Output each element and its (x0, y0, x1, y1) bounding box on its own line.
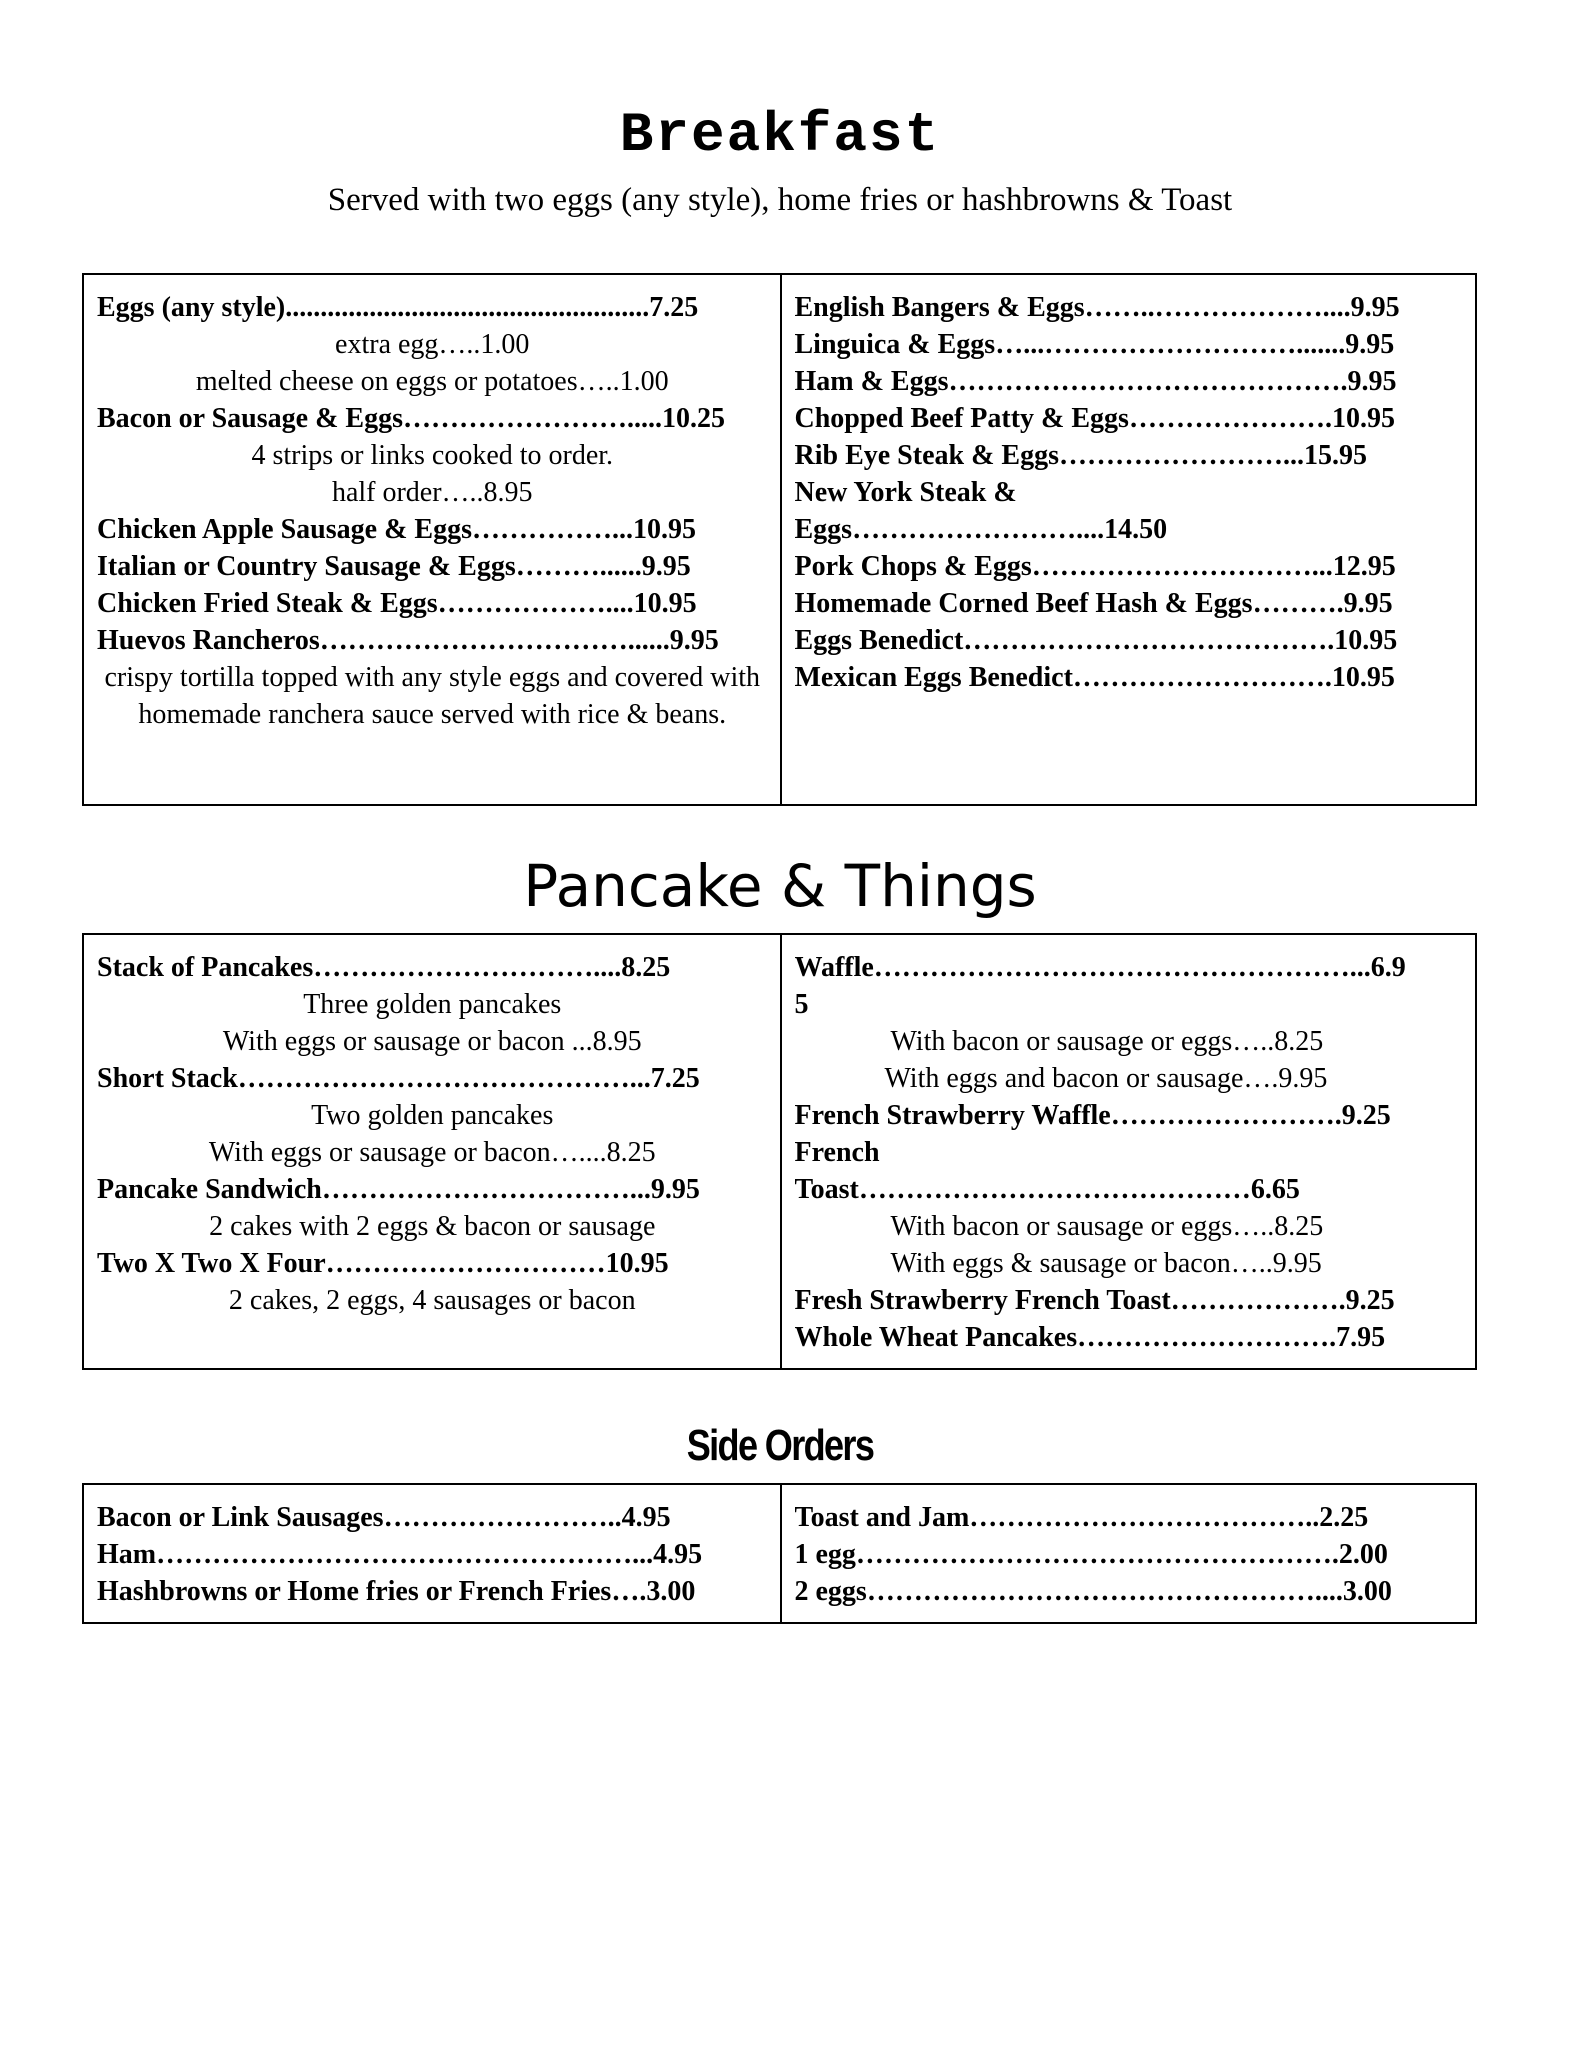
pancake-menu-box (82, 933, 1477, 1370)
menu-item: Huevos Rancheros……………………………......9.95 (97, 625, 719, 656)
menu-item: Short Stack……………………………………...7.25 (97, 1063, 700, 1094)
menu-item-note: half order…..8.95 (331, 477, 533, 508)
menu-item: Whole Wheat Pancakes……………………….7.95 (794, 1322, 1386, 1353)
menu-item: French (794, 1137, 880, 1168)
menu-item: Linguica & Eggs…...……………………….......9.95 (794, 329, 1395, 360)
menu-item-note: extra egg…..1.00 (335, 329, 530, 360)
menu-item: Bacon or Sausage & Eggs…………………….....10.25 (97, 403, 725, 434)
pancake-left-column (84, 935, 780, 1368)
menu-item: Eggs Benedict………………………………….10.95 (794, 625, 1398, 656)
menu-item: Chopped Beef Patty & Eggs………………….10.95 (794, 403, 1395, 434)
menu-item: Two X Two X Four…………………………10.95 (97, 1248, 669, 1279)
menu-item-note: With eggs or sausage or bacon ...8.95 (222, 1026, 642, 1057)
menu-item: Italian or Country Sausage & Eggs………......9.95 (97, 551, 691, 582)
menu-item: Bacon or Link Sausages……………………..4.95 (97, 1502, 671, 1533)
menu-item-note: melted cheese on eggs or potatoes…..1.00 (195, 366, 669, 397)
menu-item-note: Two golden pancakes (311, 1100, 554, 1131)
menu-item-option: With eggs & sausage or bacon…..9.95 (890, 1248, 1322, 1279)
menu-item: Ham & Eggs…………………………………….9.95 (794, 366, 1397, 397)
menu-item-note: With eggs or sausage or bacon…....8.25 (208, 1137, 656, 1168)
menu-item: 5 (794, 989, 809, 1020)
menu-item: Fresh Strawberry French Toast……………….9.25 (794, 1285, 1395, 1316)
menu-item-note: Three golden pancakes (303, 989, 562, 1020)
menu-item: Eggs……………………....14.50 (794, 514, 1168, 545)
menu-item: French Strawberry Waffle…………………….9.25 (794, 1100, 1391, 1131)
menu-item-note: 2 cakes with 2 eggs & bacon or sausage (209, 1211, 656, 1242)
menu-item-description: crispy tortilla topped with any style eggs and covered with homemade ranchera sauce served with rice & beans. (104, 662, 760, 730)
menu-item: Chicken Fried Steak & Eggs………………....10.95 (97, 588, 697, 619)
menu-item: Ham……………………………………………...4.95 (97, 1539, 703, 1570)
menu-item: Toast and Jam………………………………..2.25 (794, 1502, 1369, 1533)
breakfast-menu-box (82, 273, 1477, 806)
menu-item: Stack of Pancakes…………………………....8.25 (97, 952, 671, 983)
menu-item-option: With eggs and bacon or sausage….9.95 (884, 1063, 1328, 1094)
menu-item-note: 4 strips or links cooked to order. (251, 440, 614, 471)
menu-item: Toast……………………………………6.65 (794, 1174, 1300, 1205)
breakfast-subtitle: Served with two eggs (any style), home fries or hashbrowns & Toast (327, 182, 1233, 218)
menu-item: Homemade Corned Beef Hash & Eggs……….9.95 (794, 588, 1393, 619)
pancake-title: Pancake & Things (523, 852, 1037, 920)
menu-item: English Bangers & Eggs……..………………....9.95 (794, 292, 1400, 323)
menu-item-option: With bacon or sausage or eggs…..8.25 (890, 1026, 1324, 1057)
side-orders-title: Side Orders (686, 1421, 874, 1470)
breakfast-left-column (84, 275, 780, 804)
side-orders-menu-box (82, 1483, 1477, 1624)
menu-item: Rib Eye Steak & Eggs……………………...15.95 (794, 440, 1367, 471)
menu-item: Waffle……………………………………………...6.9 (794, 952, 1406, 983)
menu-item-note: 2 cakes, 2 eggs, 4 sausages or bacon (228, 1285, 636, 1316)
breakfast-title: Breakfast (619, 103, 941, 167)
breakfast-right-column (780, 275, 1476, 804)
menu-item: Pancake Sandwich……………………………...9.95 (97, 1174, 700, 1205)
menu-item: Eggs (any style)....................................................7.25 (97, 292, 699, 323)
menu-item: 2 eggs…………………………………………....3.00 (794, 1576, 1392, 1607)
side-right-column (780, 1485, 1476, 1622)
menu-item: 1 egg…………………………………………….2.00 (794, 1539, 1388, 1570)
menu-item: New York Steak & (794, 477, 1017, 508)
menu-item: Mexican Eggs Benedict……………………….10.95 (794, 662, 1395, 693)
menu-item: Pork Chops & Eggs…………………………...12.95 (794, 551, 1396, 582)
menu-item: Hashbrowns or Home fries or French Fries….3.00 (97, 1576, 696, 1607)
pancake-right-column (780, 935, 1476, 1368)
menu-item: Chicken Apple Sausage & Eggs……………...10.95 (97, 514, 696, 545)
side-left-column (84, 1485, 780, 1622)
menu-item-option: With bacon or sausage or eggs…..8.25 (890, 1211, 1324, 1242)
